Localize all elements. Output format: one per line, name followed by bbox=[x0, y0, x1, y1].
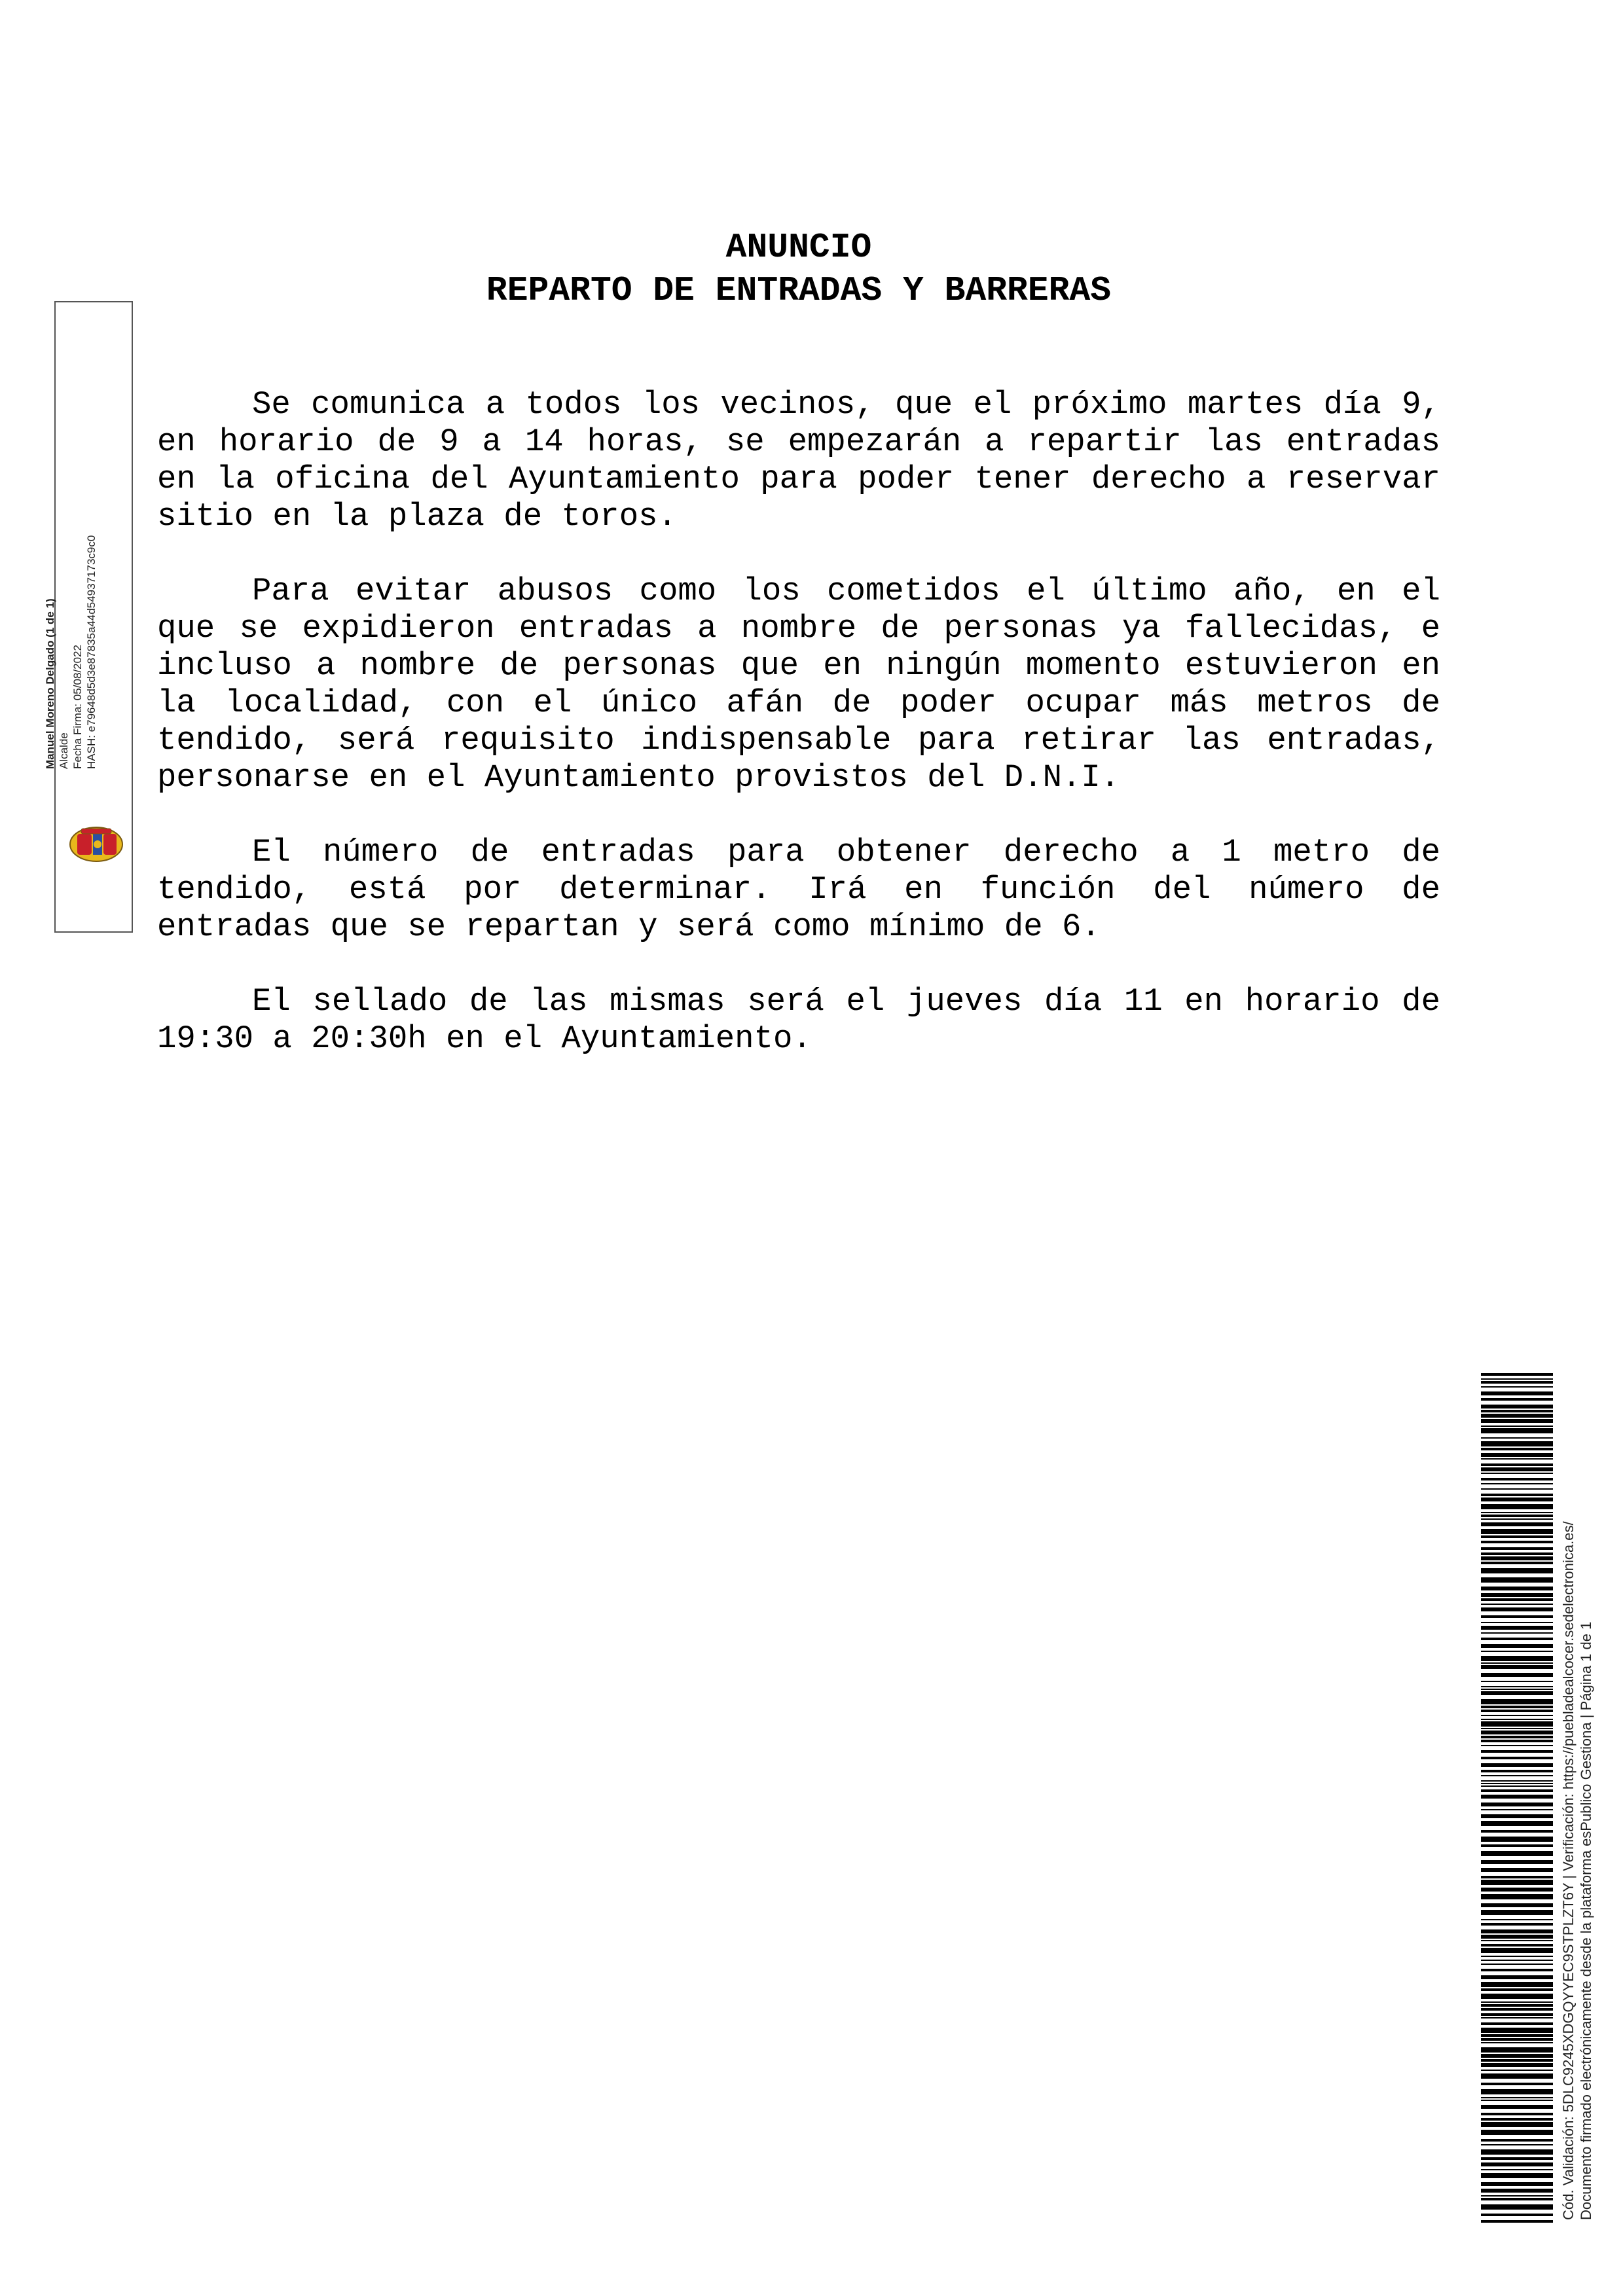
platform-note: Documento firmado electrónicamente desde la plataforma esPublico Gestiona | Página 1 de 1 bbox=[1578, 1621, 1594, 2220]
signature-hash: HASH: e79648d5d3e87835a44d54937173c9c0 bbox=[85, 535, 98, 769]
paragraph-announcement: Se comunica a todos los vecinos, que el próximo martes día 9, en horario de 9 a 14 horas, se empezarán a repartir las entradas en la oficina del Ayuntamiento para poder tener derecho a reservar sitio en la plaza de toros. bbox=[157, 386, 1440, 535]
validation-barcode-icon bbox=[1481, 1373, 1553, 2223]
paragraph-ticket-count: El número de entradas para obtener derecho a 1 metro de tendido, está por determinar. Irá en función del número de entradas que se repartan y será como mínimo de 6. bbox=[157, 834, 1440, 945]
verification-details bbox=[1559, 1521, 1595, 2220]
signature-date: Fecha Firma: 05/08/2022 bbox=[71, 645, 84, 769]
heading-subtitle: REPARTO DE ENTRADAS Y BARRERAS bbox=[486, 271, 1112, 310]
signature-details bbox=[43, 535, 98, 769]
signer-name: Manuel Moreno Delgado (1 de 1) bbox=[44, 598, 56, 769]
heading-title: ANUNCIO bbox=[725, 228, 872, 267]
signer-role: Alcalde bbox=[58, 732, 70, 769]
document-heading bbox=[157, 226, 1440, 312]
document-body bbox=[157, 386, 1440, 1058]
paragraph-requirements: Para evitar abusos como los cometidos el último año, en el que se expidieron entradas a nombre de personas ya fallecidas, e incluso a nombre de personas que en ningún momento estuvieron en la localidad, con el único afán de poder ocupar más metros de tendido, será requisito indispensable para retirar las entradas, personarse en el Ayuntamiento provistos del D.N.I. bbox=[157, 573, 1440, 796]
verification-code: Cód. Validación: 5DLC9245XDGQYYEC9STPLZT6Y | Verificación: https://puebladealcocer.sedelectronica.es/ bbox=[1560, 1521, 1577, 2220]
paragraph-stamping: El sellado de las mismas será el jueves día 11 en horario de 19:30 a 20:30h en el Ayuntamiento. bbox=[157, 983, 1440, 1057]
coat-of-arms-seal-icon bbox=[67, 825, 126, 864]
